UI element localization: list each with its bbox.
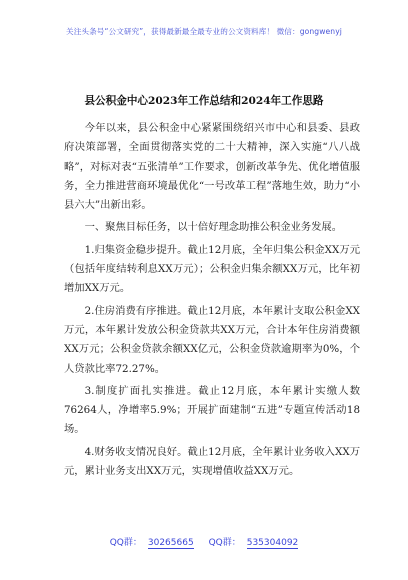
paragraph-item-3: 3.制度扩面扎实推进。截止12月底，本年累计实缴人数76264人，净增率5.9%；开展扩面建制“五进”专题宣传活动18场。 bbox=[64, 384, 360, 436]
qq-group-1-label: QQ群： bbox=[109, 538, 142, 548]
paragraph-section-heading: 一、聚焦目标任务，以十倍好理念助推公积金业务发展。 bbox=[84, 221, 343, 234]
paragraph-item-1: 1.归集资金稳步提升。截止12月底，全年归集公积金XX万元（包括年度结转利息XX万元）；公积金归集余额XX万元，比年初增加XX万元。 bbox=[64, 243, 360, 295]
paragraph-item-4: 4.财务收支情况良好。截止12月底，全年累计业务收入XX万元，累计业务支出XX万元，实现增值收益XX万元。 bbox=[64, 445, 360, 478]
qq-group-1-number: 30265665 bbox=[147, 538, 194, 548]
document-title: 县公积金中心2023年工作总结和2024年工作思路 bbox=[84, 95, 324, 107]
top-banner-text: 关注头条号“公文研究”，获得最新最全最专业的公文资料库！ 微信：gongwenyj bbox=[66, 27, 342, 36]
document-body bbox=[64, 119, 360, 481]
paragraph-intro: 今年以来，县公积金中心紧紧围绕绍兴市中心和县委、县政府决策部署，全面贯彻落实党的二十大精神，深入实施“八八战略”，对标对表“五张清单”工作要求，创新改革争先、优化增值服务，全力推进营商环境最优化“一号改革工程”落地生效，助力“小县六大”出新出彩。 bbox=[64, 122, 360, 212]
footer-qq-groups bbox=[0, 535, 408, 549]
qq-group-2-number: 535304092 bbox=[246, 538, 299, 548]
qq-group-1[interactable] bbox=[107, 535, 197, 549]
paragraph-item-2: 2.住房消费有序推进。截止12月底，本年累计支取公积金XX万元，本年累计发放公积金贷款共XX万元，合计本年住房消费额XX万元；公积金贷款余额XX亿元，公积金贷款逾期率为0%，个人贷款比率72.27%。 bbox=[64, 304, 360, 375]
qq-group-2[interactable] bbox=[206, 535, 302, 549]
qq-group-2-label: QQ群： bbox=[208, 538, 241, 548]
